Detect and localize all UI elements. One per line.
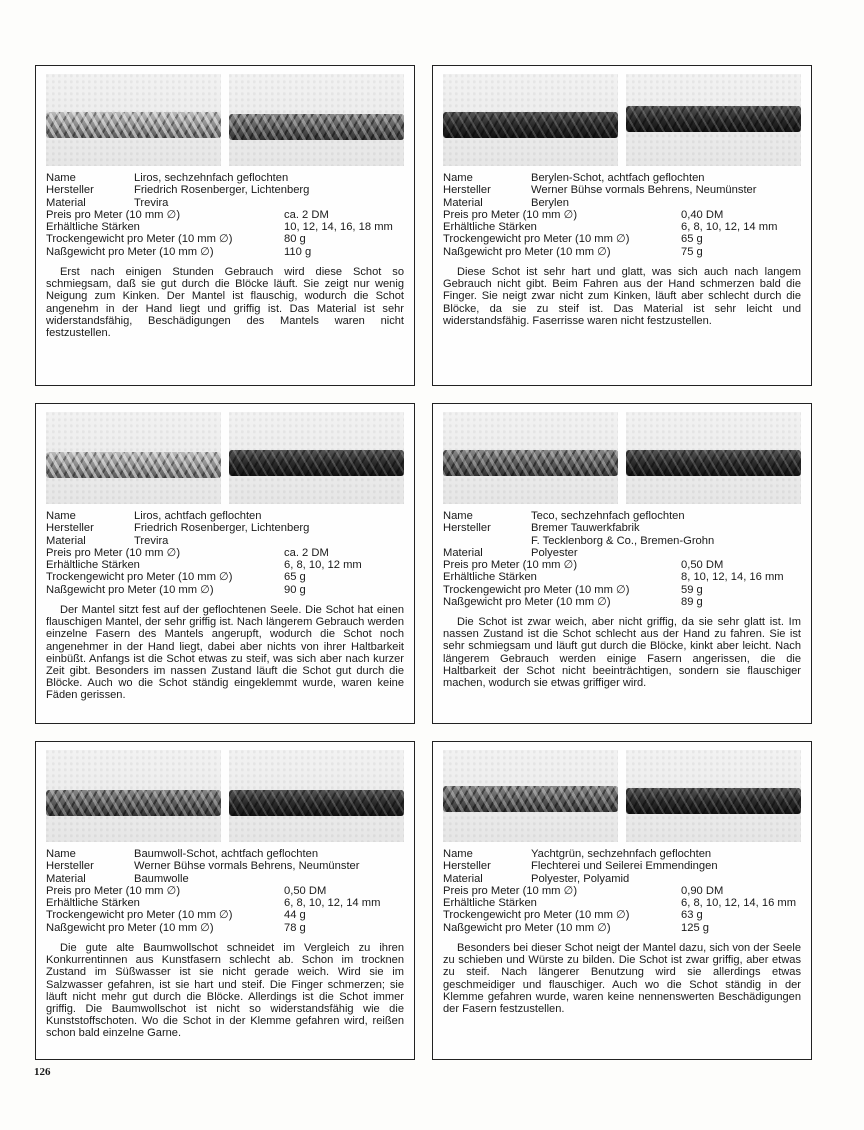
sizes-label: Erhältliche Stärken [443, 571, 537, 584]
rope-price: 0,50 DM [284, 884, 327, 897]
rope-name: Liros, sechzehnfach geflochten [134, 172, 289, 184]
rope-maker: Bremer Tauwerkfabrik [531, 522, 640, 535]
rope-wet-weight: 90 g [284, 583, 306, 596]
sizes-label: Erhältliche Stärken [46, 559, 140, 572]
dry-weight-label: Trockengewicht pro Meter (10 mm ∅) [443, 909, 630, 922]
dry-weight-label: Trockengewicht pro Meter (10 mm ∅) [443, 583, 630, 596]
price-label: Preis pro Meter (10 mm ∅) [46, 884, 181, 897]
name-label: Name [443, 172, 473, 184]
wet-weight-label: Naßgewicht pro Meter (10 mm ∅) [443, 921, 611, 934]
name-label: Name [46, 510, 76, 522]
rope-price: ca. 2 DM [284, 208, 329, 221]
rope-material: Baumwolle [134, 872, 189, 885]
rope-maker: Werner Bühse vormals Behrens, Neumünster [531, 184, 757, 197]
price-label: Preis pro Meter (10 mm ∅) [443, 208, 578, 221]
rope-photo-wet [626, 74, 801, 166]
rope-price: 0,50 DM [681, 559, 724, 572]
rope-photo-dry [443, 412, 618, 504]
rope-maker-line2: F. Tecklenborg & Co., Bremen-Grohn [531, 534, 715, 547]
rope-sizes: 10, 12, 14, 16, 18 mm [284, 221, 393, 234]
rope-maker: Friedrich Rosenberger, Lichtenberg [134, 184, 310, 197]
rope-photo-dry [46, 74, 221, 166]
rope-name: Yachtgrün, sechzehnfach geflochten [531, 848, 712, 860]
material-label: Material [46, 196, 86, 209]
page-number: 126 [34, 1066, 51, 1078]
rope-sizes: 6, 8, 10, 12, 14 mm [681, 221, 778, 234]
rope-wet-weight: 110 g [284, 245, 312, 258]
rope-photo-wet [229, 412, 404, 504]
dry-weight-label: Trockengewicht pro Meter (10 mm ∅) [443, 233, 630, 246]
rope-material: Polyester [531, 546, 578, 559]
sizes-label: Erhältliche Stärken [46, 221, 140, 234]
rope-name: Liros, achtfach geflochten [134, 510, 262, 522]
rope-wet-weight: 78 g [284, 921, 306, 934]
maker-label: Hersteller [46, 522, 94, 535]
rope-dry-weight: 65 g [284, 571, 306, 584]
price-label: Preis pro Meter (10 mm ∅) [443, 559, 578, 572]
rope-material: Berylen [531, 196, 569, 209]
price-label: Preis pro Meter (10 mm ∅) [46, 208, 181, 221]
material-label: Material [443, 196, 483, 209]
rope-material: Polyester, Polyamid [531, 872, 630, 885]
rope-description: Die gute alte Baumwollschot schneidet im Vergleich zu ihren Konkurrentinnen aus Kunstfasern schlecht ab. Schon im trocknen Zustand im Süßwasser ist sie nicht gerade weich. Wird sie im Salzwasser gefahren, ist sie hart und steif. Die Finger schmerzen; sie läuft nicht mehr gut durch die Blöcke. Allerdings ist die Schot immer griffig. Die Baumwollschot ist nicht so widerstandsfähig wie die Kunststoffschoten. Wo die Schot in der Klemme gefahren wird, reißen schon bald einzelne Garne. [46, 942, 404, 1040]
dry-weight-label: Trockengewicht pro Meter (10 mm ∅) [46, 233, 233, 246]
wet-weight-label: Naßgewicht pro Meter (10 mm ∅) [46, 245, 214, 258]
sizes-label: Erhältliche Stärken [443, 897, 537, 910]
rope-dry-weight: 80 g [284, 233, 306, 246]
wet-weight-label: Naßgewicht pro Meter (10 mm ∅) [443, 596, 611, 609]
rope-sizes: 8, 10, 12, 14, 16 mm [681, 571, 784, 584]
rope-description: Der Mantel sitzt fest auf der geflochtenen Seele. Die Schot hat einen flauschigen Mantel, der sehr griffig ist. Nach längerem Gebrauch werden einzelne Fasern des Mantels angerupft, wodurch die Schot noch angenehmer in der Hand liegt, dabei aber nichts von ihrer Haltbarkeit einbüßt. Anfangs ist die Schot etwas zu steif, was sich aber nach kurzer Zeit gibt. Besonders im nassen Zustand läuft die Schot gut durch die Blöcke. Auch wo die Schot ständig eingeklemmt wurde, waren keine Fäden gerissen. [46, 604, 404, 702]
rope-photo-wet [626, 750, 801, 842]
maker-label: Hersteller [46, 860, 94, 873]
wet-weight-label: Naßgewicht pro Meter (10 mm ∅) [46, 583, 214, 596]
rope-photo-dry [46, 412, 221, 504]
name-label: Name [46, 848, 76, 860]
sizes-label: Erhältliche Stärken [443, 221, 537, 234]
wet-weight-label: Naßgewicht pro Meter (10 mm ∅) [443, 245, 611, 258]
rope-card-teco [432, 403, 812, 724]
rope-name: Baumwoll-Schot, achtfach geflochten [134, 848, 319, 860]
rope-price: 0,40 DM [681, 208, 724, 221]
rope-maker: Flechterei und Seilerei Emmendingen [531, 860, 718, 873]
rope-dry-weight: 63 g [681, 909, 703, 922]
maker-label: Hersteller [46, 184, 94, 197]
rope-name: Berylen-Schot, achtfach geflochten [531, 172, 705, 184]
rope-wet-weight: 89 g [681, 596, 703, 609]
wet-weight-label: Naßgewicht pro Meter (10 mm ∅) [46, 921, 214, 934]
rope-sizes: 6, 8, 10, 12, 14, 16 mm [681, 897, 797, 910]
name-label: Name [443, 510, 473, 522]
rope-card-baumwolle [35, 741, 415, 1060]
material-label: Material [443, 872, 483, 885]
rope-description: Diese Schot ist sehr hart und glatt, was sich auch nach langem Gebrauch nicht gibt. Beim Fahren aus der Hand schmerzen bald die Finger. Sie neigt zwar nicht zum Kinken, läuft aber schlecht durch die Blöcke, da sie zu steif ist. Das Material ist sehr leicht und widerstandsfähig. Faserrisse waren nicht festzustellen. [443, 266, 801, 327]
rope-sizes: 6, 8, 10, 12, 14 mm [284, 897, 381, 910]
rope-card-liros-16 [35, 65, 415, 386]
dry-weight-label: Trockengewicht pro Meter (10 mm ∅) [46, 909, 233, 922]
material-label: Material [46, 872, 86, 885]
rope-price: 0,90 DM [681, 884, 724, 897]
maker-label: Hersteller [443, 860, 491, 873]
rope-description: Die Schot ist zwar weich, aber nicht griffig, da sie sehr glatt ist. Im nassen Zustand ist die Schot schlecht aus der Hand zu fahren. Sie ist sehr schmiegsam und läuft gut durch die Blöcke, kinkt aber leicht. Nach längerem Gebrauch werden einige Fasern angerissen, die die Haltbarkeit der Schot nicht beeinträchtigen, sondern sie flauschiger machen, wodurch sie etwas griffiger wird. [443, 616, 801, 690]
dry-weight-label: Trockengewicht pro Meter (10 mm ∅) [46, 571, 233, 584]
rope-material: Trevira [134, 534, 169, 547]
price-label: Preis pro Meter (10 mm ∅) [46, 546, 181, 559]
rope-photo-dry [46, 750, 221, 842]
rope-photo-wet [626, 412, 801, 504]
rope-name: Teco, sechzehnfach geflochten [531, 510, 685, 522]
sizes-label: Erhältliche Stärken [46, 897, 140, 910]
name-label: Name [443, 848, 473, 860]
material-label: Material [443, 546, 483, 559]
rope-description: Besonders bei dieser Schot neigt der Mantel dazu, sich von der Seele zu schieben und Würste zu bilden. Die Schot ist zwar griffig, aber etwas zu steif. Nach längerer Benutzung wird sie allerdings etwas geschmeidiger und flauschiger. Auch wo die Schot ständig in der Klemme gefahren wurde, waren keine nennenswerten Beschädigungen der Fasern festzustellen. [443, 942, 801, 1016]
rope-photo-dry [443, 74, 618, 166]
rope-description: Erst nach einigen Stunden Gebrauch wird diese Schot so schmiegsam, daß sie gut durch die Blöcke läuft. Sie zeigt nur wenig Neigung zum Kinken. Der Mantel ist flauschig, wodurch die Schot angenehm in der Hand liegt und griffig ist. Das Material ist sehr widerstandsfähig, Beschädigungen des Mantels waren nicht festzustellen. [46, 266, 404, 340]
price-label: Preis pro Meter (10 mm ∅) [443, 884, 578, 897]
rope-price: ca. 2 DM [284, 546, 329, 559]
rope-photo-wet [229, 74, 404, 166]
rope-card-liros-8 [35, 403, 415, 724]
rope-dry-weight: 59 g [681, 583, 703, 596]
rope-card-berylen [432, 65, 812, 386]
rope-maker: Werner Bühse vormals Behrens, Neumünster [134, 860, 360, 873]
rope-material: Trevira [134, 196, 169, 209]
rope-wet-weight: 75 g [681, 245, 703, 258]
name-label: Name [46, 172, 76, 184]
rope-card-yachtgruen [432, 741, 812, 1060]
rope-dry-weight: 65 g [681, 233, 703, 246]
rope-wet-weight: 125 g [681, 921, 709, 934]
rope-photo-wet [229, 750, 404, 842]
rope-dry-weight: 44 g [284, 909, 306, 922]
rope-maker: Friedrich Rosenberger, Lichtenberg [134, 522, 310, 535]
rope-photo-dry [443, 750, 618, 842]
rope-sizes: 6, 8, 10, 12 mm [284, 559, 362, 572]
material-label: Material [46, 534, 86, 547]
maker-label: Hersteller [443, 184, 491, 197]
maker-label: Hersteller [443, 522, 491, 535]
